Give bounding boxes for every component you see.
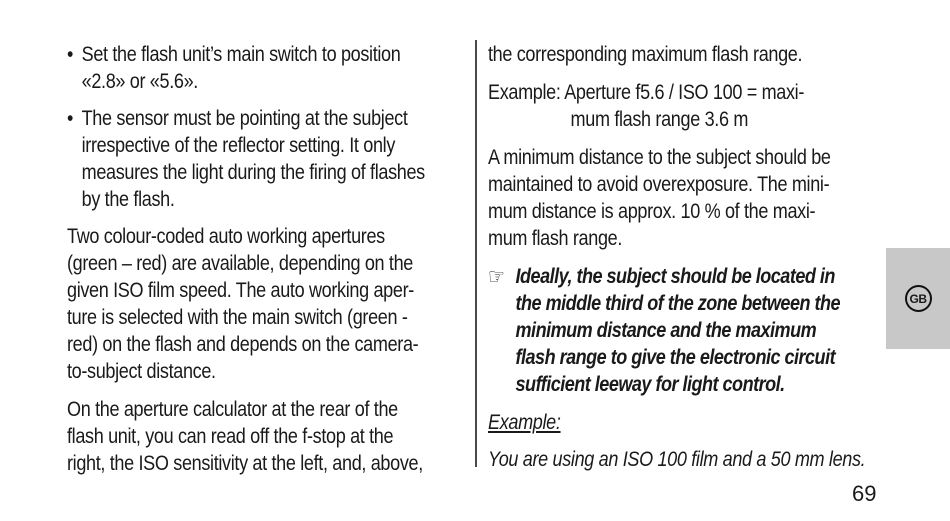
bullet-marker: • <box>67 43 73 66</box>
text-line: flash range to give the electronic circuit <box>515 346 836 369</box>
page-number: 69 <box>852 481 877 506</box>
text-line: The sensor must be pointing at the subject <box>81 107 408 130</box>
bullet-marker: • <box>67 107 73 130</box>
text-line: mum flash range. <box>488 227 623 250</box>
pointing-hand-icon: ☞ <box>488 264 505 289</box>
language-tab <box>886 248 950 349</box>
text-line: right, the ISO sensitivity at the left, and, above, <box>67 452 423 475</box>
text-line: (green – red) are available, depending on the <box>67 252 413 275</box>
text-line: mum flash range 3.6 m <box>570 108 749 131</box>
right-column <box>488 41 950 473</box>
bullet-item <box>67 105 471 213</box>
text-line: sufficient leeway for light control. <box>515 373 785 396</box>
language-badge: GB <box>905 285 932 312</box>
example-text: You are using an ISO 100 film and a 50 mm lens. <box>488 448 866 471</box>
text-line: red) on the flash and depends on the camera- <box>67 333 419 356</box>
text-line: Example: Aperture f5.6 / ISO 100 = maxi- <box>488 81 804 104</box>
example-calculation <box>488 79 892 133</box>
text-line: the corresponding maximum flash range. <box>488 43 803 66</box>
left-column <box>67 41 537 488</box>
column-divider <box>475 40 477 467</box>
text-line: to-subject distance. <box>67 360 216 383</box>
text-line: by the flash. <box>81 188 175 211</box>
text-line: Ideally, the subject should be located in <box>515 265 835 288</box>
text-line: Set the flash unit’s main switch to position <box>81 43 401 66</box>
text-line: flash unit, you can read off the f-stop at the <box>67 425 394 448</box>
paragraph <box>67 396 471 477</box>
text-line: ture is selected with the main switch (green - <box>67 306 408 329</box>
paragraph <box>67 223 471 385</box>
note-block <box>488 263 892 398</box>
text-line: Two colour-coded auto working apertures <box>67 225 385 248</box>
text-line: On the aperture calculator at the rear of the <box>67 398 398 421</box>
text-line: maintained to avoid overexposure. The mini- <box>488 173 830 196</box>
example-heading: Example: <box>488 411 561 434</box>
text-line: the middle third of the zone between the <box>515 292 841 315</box>
paragraph <box>488 41 892 68</box>
text-line: minimum distance and the maximum <box>515 319 817 342</box>
paragraph <box>488 144 892 252</box>
text-line: irrespective of the reflector setting. It only <box>81 134 396 157</box>
text-line: measures the light during the firing of flashes <box>81 161 425 184</box>
text-line: A minimum distance to the subject should be <box>488 146 831 169</box>
text-line: «2.8» or «5.6». <box>81 70 198 93</box>
bullet-item <box>67 41 471 95</box>
text-line: mum distance is approx. 10 % of the maxi- <box>488 200 816 223</box>
text-line: given ISO film speed. The auto working aper- <box>67 279 414 302</box>
